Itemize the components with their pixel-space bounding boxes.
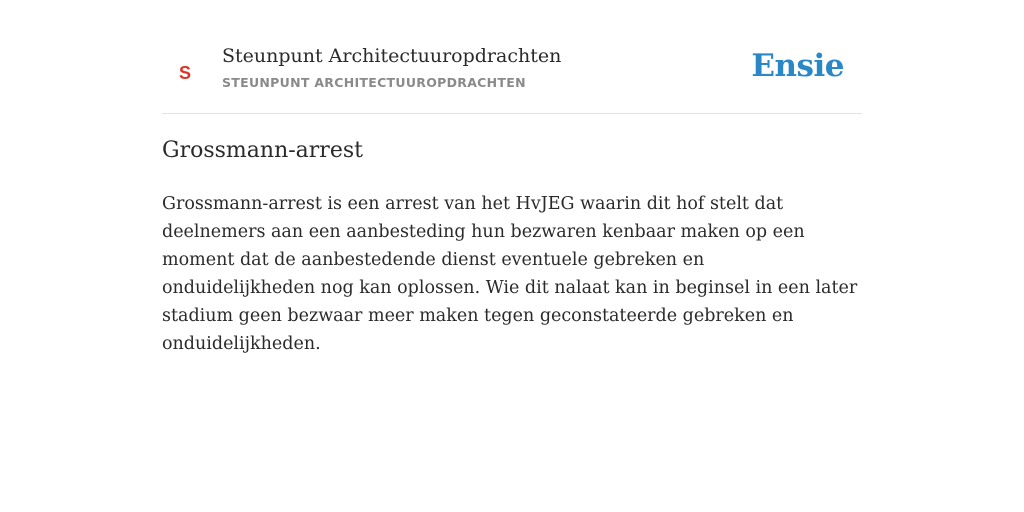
header <box>162 0 862 114</box>
article-body: Grossmann-arrest is een arrest van het HvJEG waarin dit hof stelt dat deelnemers aan een aanbesteding hun bezwaren kenbaar maken op een moment dat de aanbestedende dienst eventuele gebreken en onduidelijkheden nog kan oplossen. Wie dit nalaat kan in beginsel in een later stadium geen bezwaar meer maken tegen geconstateerde gebreken en onduidelijkheden. <box>162 194 858 354</box>
article-title: Grossmann-arrest <box>162 138 363 163</box>
page-container <box>162 0 862 354</box>
organization-subtitle: STEUNPUNT ARCHITECTUUROPDRACHTEN <box>222 75 526 90</box>
ensie-logo-link[interactable]: Ensie <box>751 48 844 84</box>
organization-name[interactable]: Steunpunt Architectuuropdrachten <box>222 45 562 67</box>
organization-logo[interactable]: S <box>178 63 191 83</box>
